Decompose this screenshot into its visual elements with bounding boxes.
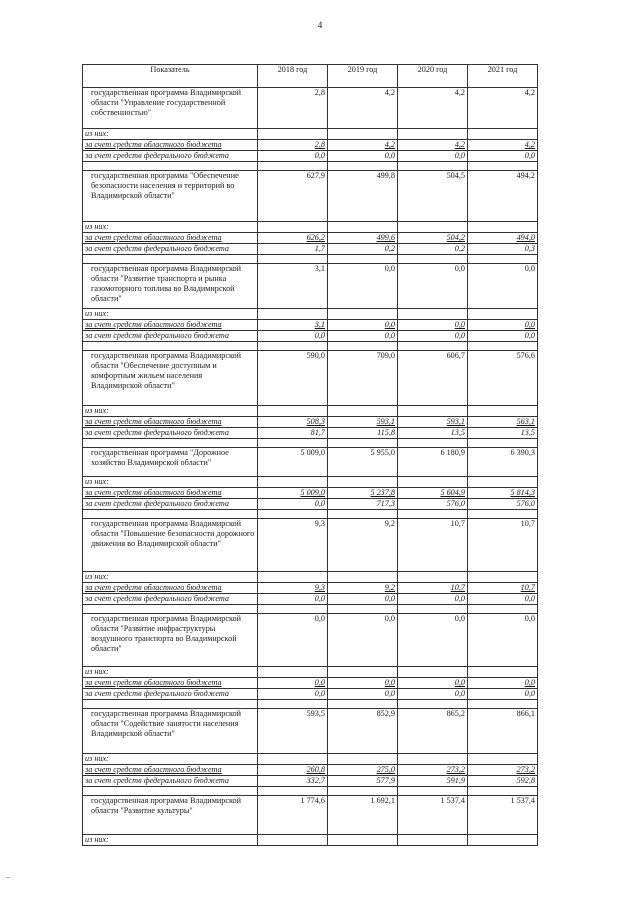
source-value: 0,0 — [468, 689, 538, 700]
source-value: 0,0 — [258, 689, 328, 700]
of-which-label: из них: — [83, 572, 258, 583]
source-label: за счет средств федерального бюджета — [83, 244, 258, 255]
source-value: 2,8 — [258, 140, 328, 151]
empty-cell — [83, 439, 258, 448]
source-value: 81,7 — [258, 428, 328, 439]
program-value: 6 180,9 — [398, 448, 468, 477]
source-value: 576,0 — [398, 499, 468, 510]
program-value: 6 390,3 — [468, 448, 538, 477]
source-label: за счет средств областного бюджета — [83, 765, 258, 776]
of-which-label: из них: — [83, 754, 258, 765]
source-value: 0,0 — [258, 331, 328, 342]
source-value: 0,0 — [258, 151, 328, 162]
empty-cell — [398, 667, 468, 678]
empty-cell — [468, 605, 538, 614]
source-label: за счет средств федерального бюджета — [83, 776, 258, 787]
header-year: 2021 год — [468, 65, 538, 88]
empty-cell — [258, 439, 328, 448]
empty-cell — [258, 255, 328, 264]
source-value: 0,0 — [398, 678, 468, 689]
empty-cell — [468, 162, 538, 171]
program-value: 3,1 — [258, 264, 328, 309]
of-which-row — [83, 754, 538, 765]
source-row — [83, 776, 538, 787]
source-row — [83, 151, 538, 162]
empty-cell — [468, 835, 538, 846]
empty-cell — [328, 477, 398, 488]
empty-cell — [398, 572, 468, 583]
source-value: 0,0 — [328, 689, 398, 700]
source-value: 504,2 — [398, 233, 468, 244]
program-name: государственная программа Владимирской области "Повышение безопасности дорожного движения во Владимирской области" — [83, 519, 258, 572]
empty-cell — [328, 700, 398, 709]
source-label: за счет средств федерального бюджета — [83, 689, 258, 700]
source-value: 4,2 — [468, 140, 538, 151]
header-year: 2020 год — [398, 65, 468, 88]
source-value: 260,8 — [258, 765, 328, 776]
source-row — [83, 594, 538, 605]
empty-cell — [258, 342, 328, 351]
empty-cell — [258, 309, 328, 320]
empty-cell — [258, 510, 328, 519]
program-value: 9,2 — [328, 519, 398, 572]
source-value: 0,0 — [328, 594, 398, 605]
source-value: 4,2 — [328, 140, 398, 151]
program-value: 1 774,6 — [258, 796, 328, 835]
empty-cell — [83, 162, 258, 171]
empty-cell — [468, 439, 538, 448]
empty-cell — [328, 510, 398, 519]
empty-cell — [258, 667, 328, 678]
empty-cell — [83, 255, 258, 264]
of-which-label: из них: — [83, 835, 258, 846]
empty-cell — [398, 222, 468, 233]
empty-cell — [258, 129, 328, 140]
source-value: 273,2 — [468, 765, 538, 776]
empty-cell — [398, 342, 468, 351]
program-name: государственная программа "Обеспечение безопасности населения и территорий во Владимирской области" — [83, 171, 258, 222]
empty-cell — [468, 309, 538, 320]
source-value: 1,7 — [258, 244, 328, 255]
source-row — [83, 689, 538, 700]
source-value: 591,9 — [398, 776, 468, 787]
source-value: 717,3 — [328, 499, 398, 510]
empty-cell — [328, 667, 398, 678]
of-which-label: из них: — [83, 309, 258, 320]
empty-cell — [328, 222, 398, 233]
of-which-row — [83, 129, 538, 140]
source-value: 593,1 — [328, 417, 398, 428]
source-value: 499,6 — [328, 233, 398, 244]
empty-cell — [328, 342, 398, 351]
source-row — [83, 678, 538, 689]
empty-cell — [468, 255, 538, 264]
header-indicator: Показатель — [83, 65, 258, 88]
empty-cell — [398, 700, 468, 709]
source-label: за счет средств федерального бюджета — [83, 331, 258, 342]
table-header-row — [83, 65, 538, 88]
source-value: 9,2 — [328, 583, 398, 594]
program-value: 606,7 — [398, 351, 468, 406]
page-number: 4 — [317, 20, 323, 30]
empty-cell — [398, 835, 468, 846]
program-value: 1 537,4 — [398, 796, 468, 835]
source-row — [83, 233, 538, 244]
of-which-label: из них: — [83, 667, 258, 678]
source-value: 0,0 — [328, 320, 398, 331]
program-row — [83, 796, 538, 835]
empty-cell — [83, 787, 258, 796]
of-which-row — [83, 572, 538, 583]
source-value: 508,3 — [258, 417, 328, 428]
empty-cell — [258, 605, 328, 614]
empty-cell — [468, 667, 538, 678]
program-value: 627,9 — [258, 171, 328, 222]
program-value: 1 537,4 — [468, 796, 538, 835]
source-value: 10,7 — [468, 583, 538, 594]
source-value: 275,0 — [328, 765, 398, 776]
source-value: 0,0 — [328, 331, 398, 342]
source-label: за счет средств областного бюджета — [83, 678, 258, 689]
program-value: 0,0 — [398, 614, 468, 667]
source-value: 577,9 — [328, 776, 398, 787]
of-which-label: из них: — [83, 222, 258, 233]
empty-cell — [258, 835, 328, 846]
source-value: 0,0 — [468, 331, 538, 342]
empty-cell — [83, 605, 258, 614]
source-value: 9,3 — [258, 583, 328, 594]
empty-cell — [258, 162, 328, 171]
program-name: государственная программа "Дорожное хозяйство Владимирской области" — [83, 448, 258, 477]
empty-cell — [468, 787, 538, 796]
budget-table — [82, 64, 538, 846]
source-label: за счет средств областного бюджета — [83, 583, 258, 594]
program-value: 576,6 — [468, 351, 538, 406]
source-row — [83, 140, 538, 151]
source-value: 115,8 — [328, 428, 398, 439]
program-name: государственная программа Владимирской области "Развитие культуры" — [83, 796, 258, 835]
table-body — [83, 88, 538, 846]
of-which-row — [83, 835, 538, 846]
empty-cell — [258, 406, 328, 417]
of-which-label: из них: — [83, 477, 258, 488]
source-value: 10,7 — [398, 583, 468, 594]
spacer-row — [83, 162, 538, 171]
program-row — [83, 264, 538, 309]
empty-cell — [398, 162, 468, 171]
empty-cell — [468, 700, 538, 709]
source-row — [83, 583, 538, 594]
source-label: за счет средств федерального бюджета — [83, 594, 258, 605]
program-value: 504,5 — [398, 171, 468, 222]
source-value: 13,5 — [468, 428, 538, 439]
spacer-row — [83, 439, 538, 448]
program-row — [83, 351, 538, 406]
source-row — [83, 765, 538, 776]
edge-mark: – — [6, 872, 10, 881]
empty-cell — [398, 510, 468, 519]
of-which-row — [83, 667, 538, 678]
empty-cell — [328, 787, 398, 796]
program-value: 4,2 — [398, 88, 468, 129]
empty-cell — [258, 572, 328, 583]
source-value: 0,0 — [468, 151, 538, 162]
source-value: 0,0 — [258, 678, 328, 689]
program-value: 866,1 — [468, 709, 538, 754]
program-value: 1 692,1 — [328, 796, 398, 835]
program-name: государственная программа Владимирской области "Содействие занятости населения Владимирской области" — [83, 709, 258, 754]
empty-cell — [328, 835, 398, 846]
program-value: 865,2 — [398, 709, 468, 754]
empty-cell — [468, 572, 538, 583]
empty-cell — [398, 477, 468, 488]
empty-cell — [398, 309, 468, 320]
source-value: 0,0 — [258, 499, 328, 510]
source-value: 593,1 — [398, 417, 468, 428]
program-name: государственная программа Владимирской области "Управление государственной собственностью" — [83, 88, 258, 129]
source-value: 3,1 — [258, 320, 328, 331]
spacer-row — [83, 787, 538, 796]
source-row — [83, 428, 538, 439]
program-value: 4,2 — [468, 88, 538, 129]
empty-cell — [468, 129, 538, 140]
source-value: 332,7 — [258, 776, 328, 787]
empty-cell — [328, 406, 398, 417]
empty-cell — [258, 700, 328, 709]
empty-cell — [328, 129, 398, 140]
program-value: 499,8 — [328, 171, 398, 222]
source-value: 5 237,8 — [328, 488, 398, 499]
source-value: 4,2 — [398, 140, 468, 151]
source-label: за счет средств федерального бюджета — [83, 428, 258, 439]
empty-cell — [398, 129, 468, 140]
empty-cell — [328, 754, 398, 765]
empty-cell — [398, 787, 468, 796]
empty-cell — [328, 309, 398, 320]
source-value: 0,0 — [468, 594, 538, 605]
source-value: 0,0 — [398, 320, 468, 331]
empty-cell — [398, 255, 468, 264]
source-label: за счет средств областного бюджета — [83, 417, 258, 428]
program-row — [83, 448, 538, 477]
program-value: 10,7 — [398, 519, 468, 572]
empty-cell — [468, 406, 538, 417]
program-value: 852,9 — [328, 709, 398, 754]
source-value: 0,0 — [398, 151, 468, 162]
source-value: 0,2 — [398, 244, 468, 255]
program-value: 709,0 — [328, 351, 398, 406]
source-value: 0,0 — [468, 678, 538, 689]
program-value: 0,0 — [328, 614, 398, 667]
source-label: за счет средств областного бюджета — [83, 140, 258, 151]
program-value: 5 009,0 — [258, 448, 328, 477]
program-value: 0,0 — [398, 264, 468, 309]
spacer-row — [83, 255, 538, 264]
source-value: 0,0 — [398, 331, 468, 342]
empty-cell — [328, 572, 398, 583]
source-value: 13,5 — [398, 428, 468, 439]
empty-cell — [258, 222, 328, 233]
source-value: 576,0 — [468, 499, 538, 510]
spacer-row — [83, 700, 538, 709]
source-row — [83, 488, 538, 499]
source-label: за счет средств областного бюджета — [83, 320, 258, 331]
program-row — [83, 171, 538, 222]
empty-cell — [83, 342, 258, 351]
of-which-label: из них: — [83, 129, 258, 140]
source-label: за счет средств областного бюджета — [83, 233, 258, 244]
source-value: 5 009,0 — [258, 488, 328, 499]
empty-cell — [328, 162, 398, 171]
empty-cell — [398, 754, 468, 765]
program-value: 494,2 — [468, 171, 538, 222]
program-name: государственная программа Владимирской области "Развитие транспорта и рынка газомоторного топлива во Владимирской области" — [83, 264, 258, 309]
source-value: 0,2 — [328, 244, 398, 255]
empty-cell — [258, 787, 328, 796]
spacer-row — [83, 342, 538, 351]
empty-cell — [83, 700, 258, 709]
empty-cell — [398, 439, 468, 448]
empty-cell — [398, 605, 468, 614]
program-row — [83, 88, 538, 129]
source-label: за счет средств федерального бюджета — [83, 499, 258, 510]
source-value: 273,2 — [398, 765, 468, 776]
source-value: 0,0 — [258, 594, 328, 605]
program-value: 0,0 — [468, 614, 538, 667]
of-which-row — [83, 222, 538, 233]
of-which-row — [83, 477, 538, 488]
source-value: 626,2 — [258, 233, 328, 244]
source-value: 0,0 — [328, 151, 398, 162]
program-value: 2,8 — [258, 88, 328, 129]
program-value: 593,5 — [258, 709, 328, 754]
empty-cell — [468, 222, 538, 233]
empty-cell — [83, 510, 258, 519]
source-value: 592,8 — [468, 776, 538, 787]
of-which-row — [83, 309, 538, 320]
program-value: 4,2 — [328, 88, 398, 129]
source-value: 0,3 — [468, 244, 538, 255]
program-value: 0,0 — [258, 614, 328, 667]
program-value: 5 955,0 — [328, 448, 398, 477]
program-value: 10,7 — [468, 519, 538, 572]
program-row — [83, 709, 538, 754]
program-name: государственная программа Владимирской области "Обеспечение доступным и комфортным жильем населения Владимирской области" — [83, 351, 258, 406]
empty-cell — [328, 605, 398, 614]
source-row — [83, 320, 538, 331]
header-year: 2019 год — [328, 65, 398, 88]
program-value: 9,3 — [258, 519, 328, 572]
source-value: 5 604,9 — [398, 488, 468, 499]
source-row — [83, 417, 538, 428]
header-year: 2018 год — [258, 65, 328, 88]
source-value: 0,0 — [468, 320, 538, 331]
source-value: 0,0 — [398, 594, 468, 605]
program-value: 0,0 — [468, 264, 538, 309]
source-value: 0,0 — [398, 689, 468, 700]
source-row — [83, 244, 538, 255]
program-row — [83, 614, 538, 667]
empty-cell — [468, 510, 538, 519]
source-value: 5 814,3 — [468, 488, 538, 499]
program-value: 0,0 — [328, 264, 398, 309]
source-value: 563,1 — [468, 417, 538, 428]
empty-cell — [328, 255, 398, 264]
source-row — [83, 331, 538, 342]
empty-cell — [468, 477, 538, 488]
program-value: 590,0 — [258, 351, 328, 406]
spacer-row — [83, 510, 538, 519]
spacer-row — [83, 605, 538, 614]
program-name: государственная программа Владимирской области "Развитие инфраструктуры воздушного транспорта во Владимирской области" — [83, 614, 258, 667]
empty-cell — [258, 477, 328, 488]
empty-cell — [328, 439, 398, 448]
of-which-label: из них: — [83, 406, 258, 417]
source-label: за счет средств федерального бюджета — [83, 151, 258, 162]
source-label: за счет средств областного бюджета — [83, 488, 258, 499]
empty-cell — [258, 754, 328, 765]
source-value: 494,0 — [468, 233, 538, 244]
source-row — [83, 499, 538, 510]
of-which-row — [83, 406, 538, 417]
program-row — [83, 519, 538, 572]
empty-cell — [468, 342, 538, 351]
empty-cell — [468, 754, 538, 765]
source-value: 0,0 — [328, 678, 398, 689]
empty-cell — [398, 406, 468, 417]
